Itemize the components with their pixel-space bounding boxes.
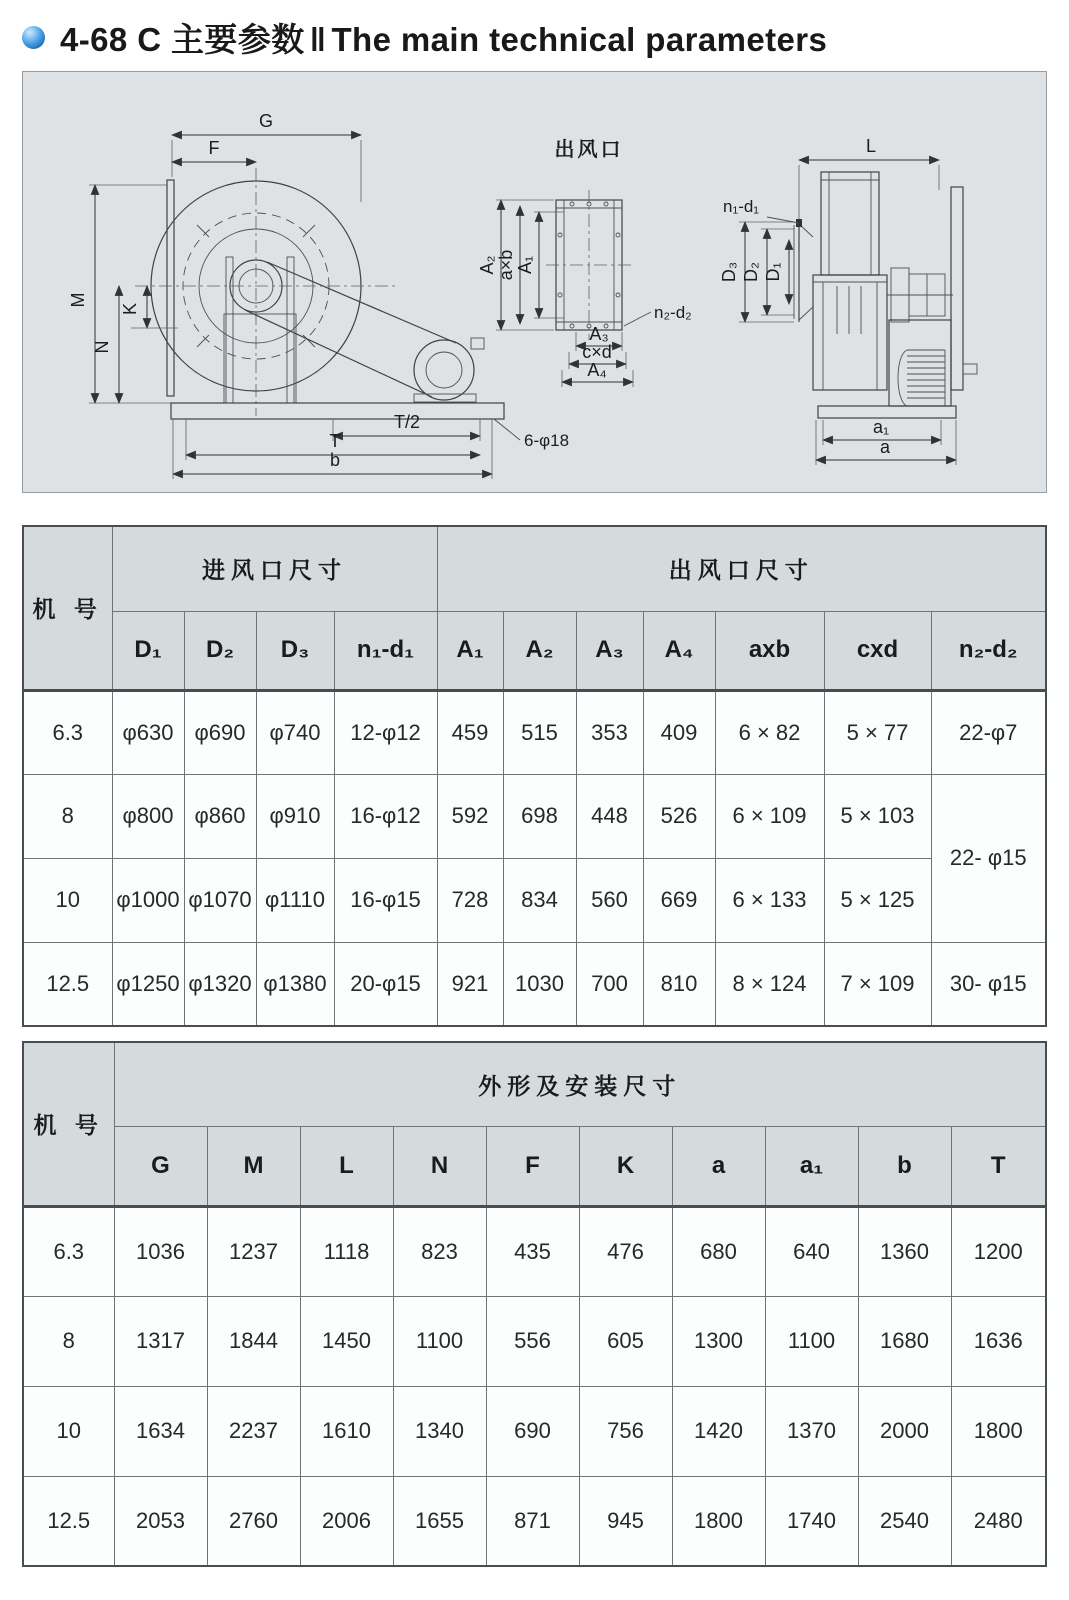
header-D3: D₃ [256, 611, 334, 690]
value-cell: 1300 [672, 1296, 765, 1386]
value-cell: 30- φ15 [931, 942, 1046, 1026]
value-cell: 6 × 133 [715, 858, 824, 942]
value-cell: 22- φ15 [931, 774, 1046, 942]
value-cell: φ860 [184, 774, 256, 858]
value-cell: 20-φ15 [334, 942, 437, 1026]
value-cell: 526 [643, 774, 715, 858]
dim-label-a: a [879, 437, 891, 457]
value-cell: 1800 [672, 1476, 765, 1566]
value-cell: 728 [437, 858, 503, 942]
header-A4: A₄ [643, 611, 715, 690]
dim-label-cxd: c×d [582, 342, 612, 362]
title-zh: 4-68 C 主要参数 [60, 20, 305, 58]
dim-label-D2: D₂ [741, 262, 761, 282]
dim-label-T2: T/2 [393, 412, 421, 432]
machine-no-cell: 6.3 [23, 690, 112, 774]
value-cell: 1655 [393, 1476, 486, 1566]
dim-label-n1d1: n₁-d₁ [723, 197, 760, 216]
header-A3: A₃ [576, 611, 643, 690]
dim-label-M: M [68, 292, 88, 308]
machine-no-cell: 10 [23, 858, 112, 942]
value-cell: 921 [437, 942, 503, 1026]
value-cell: 871 [486, 1476, 579, 1566]
dim-label-A1: A₁ [515, 255, 535, 275]
value-cell: 1800 [951, 1386, 1046, 1476]
bolt-callout-label: 6-φ18 [524, 431, 570, 450]
page-title [60, 14, 827, 61]
table-row [23, 1206, 1046, 1296]
value-cell: 6 × 82 [715, 690, 824, 774]
table1-body [23, 690, 1046, 1026]
header-A2: A₂ [503, 611, 576, 690]
value-cell: 476 [579, 1206, 672, 1296]
value-cell: 1634 [114, 1386, 207, 1476]
bullet-icon [22, 26, 45, 49]
dim-label-K: K [120, 302, 140, 316]
dim-label-b: b [329, 450, 341, 470]
value-cell: 2540 [858, 1476, 951, 1566]
value-cell: 2760 [207, 1476, 300, 1566]
header-T: T [951, 1126, 1046, 1206]
dim-label-A4: A₄ [587, 360, 607, 380]
machine-no-cell: 12.5 [23, 942, 112, 1026]
table-row [23, 858, 1046, 942]
value-cell: 8 × 124 [715, 942, 824, 1026]
value-cell: 12-φ12 [334, 690, 437, 774]
header-machine-no: 机 号 [23, 1042, 114, 1206]
outlet-caption: 出风口 [554, 139, 624, 161]
page-header [22, 12, 1047, 62]
header-F: F [486, 1126, 579, 1206]
table-row [23, 1296, 1046, 1386]
value-cell: 1360 [858, 1206, 951, 1296]
header-M: M [207, 1126, 300, 1206]
table-row [23, 1386, 1046, 1476]
outlet-view [477, 137, 692, 387]
value-cell: 560 [576, 858, 643, 942]
value-cell: 698 [503, 774, 576, 858]
table-row [23, 1476, 1046, 1566]
value-cell: 1118 [300, 1206, 393, 1296]
header-b: b [858, 1126, 951, 1206]
value-cell: 680 [672, 1206, 765, 1296]
dim-label-G: G [258, 111, 274, 131]
header-K: K [579, 1126, 672, 1206]
value-cell: φ630 [112, 690, 184, 774]
value-cell: 1237 [207, 1206, 300, 1296]
value-cell: φ1320 [184, 942, 256, 1026]
value-cell: 1317 [114, 1296, 207, 1386]
header-N: N [393, 1126, 486, 1206]
value-cell: φ1250 [112, 942, 184, 1026]
value-cell: 5 × 103 [824, 774, 931, 858]
value-cell: 1450 [300, 1296, 393, 1386]
value-cell: 1420 [672, 1386, 765, 1476]
value-cell: 810 [643, 942, 715, 1026]
value-cell: 669 [643, 858, 715, 942]
header-axb: axb [715, 611, 824, 690]
value-cell: 1680 [858, 1296, 951, 1386]
value-cell: 5 × 125 [824, 858, 931, 942]
value-cell: 353 [576, 690, 643, 774]
header-a: a [672, 1126, 765, 1206]
dim-label-D3: D₃ [719, 261, 739, 283]
machine-no-cell: 10 [23, 1386, 114, 1476]
value-cell: 556 [486, 1296, 579, 1386]
value-cell: 435 [486, 1206, 579, 1296]
value-cell: φ910 [256, 774, 334, 858]
value-cell: 756 [579, 1386, 672, 1476]
value-cell: 2237 [207, 1386, 300, 1476]
value-cell: 1610 [300, 1386, 393, 1476]
table-row [23, 942, 1046, 1026]
value-cell: φ690 [184, 690, 256, 774]
value-cell: φ1110 [256, 858, 334, 942]
value-cell: 515 [503, 690, 576, 774]
value-cell: 640 [765, 1206, 858, 1296]
dim-label-axb: a×b [496, 249, 516, 281]
header-D1: D₁ [112, 611, 184, 690]
value-cell: 2000 [858, 1386, 951, 1476]
header-cxd: cxd [824, 611, 931, 690]
fan-side-view [719, 136, 977, 465]
value-cell: 1100 [393, 1296, 486, 1386]
value-cell: 1844 [207, 1296, 300, 1386]
header-machine-no: 机 号 [23, 526, 112, 690]
header-G: G [114, 1126, 207, 1206]
value-cell: 834 [503, 858, 576, 942]
title-en: The main technical parameters [331, 20, 828, 58]
header-group-inlet: 进风口尺寸 [112, 526, 437, 611]
value-cell: φ1380 [256, 942, 334, 1026]
dim-label-n2d2: n₂-d₂ [654, 303, 692, 322]
header-D2: D₂ [184, 611, 256, 690]
value-cell: 605 [579, 1296, 672, 1386]
value-cell: 1100 [765, 1296, 858, 1386]
value-cell: 459 [437, 690, 503, 774]
value-cell: 22-φ7 [931, 690, 1046, 774]
table-row [23, 690, 1046, 774]
value-cell: 6 × 109 [715, 774, 824, 858]
header-group-overall: 外形及安装尺寸 [114, 1042, 1046, 1126]
value-cell: 1200 [951, 1206, 1046, 1296]
machine-no-cell: 6.3 [23, 1206, 114, 1296]
dim-label-A2: A₂ [477, 255, 497, 275]
value-cell: 1636 [951, 1296, 1046, 1386]
header-group-outlet: 出风口尺寸 [437, 526, 1046, 611]
machine-no-cell: 12.5 [23, 1476, 114, 1566]
table2-body [23, 1206, 1046, 1566]
value-cell: φ1070 [184, 858, 256, 942]
value-cell: 5 × 77 [824, 690, 931, 774]
dim-label-F: F [208, 138, 220, 158]
fan-front-view [68, 111, 569, 479]
table-overall-mounting-dimensions [22, 1041, 1047, 1567]
value-cell: 1030 [503, 942, 576, 1026]
fan-dimension-drawing [23, 72, 1046, 492]
value-cell: 16-φ12 [334, 774, 437, 858]
dim-label-a1: a₁ [872, 417, 890, 437]
value-cell: 1036 [114, 1206, 207, 1296]
table-inlet-outlet-dimensions [22, 525, 1047, 1027]
value-cell: 945 [579, 1476, 672, 1566]
header-a1: a₁ [765, 1126, 858, 1206]
dim-label-T: T [329, 431, 341, 451]
value-cell: 2053 [114, 1476, 207, 1566]
dim-label-D1: D₁ [763, 262, 783, 282]
machine-no-cell: 8 [23, 774, 112, 858]
value-cell: φ1000 [112, 858, 184, 942]
dim-label-L: L [865, 136, 877, 156]
value-cell: 700 [576, 942, 643, 1026]
value-cell: 2480 [951, 1476, 1046, 1566]
value-cell: 823 [393, 1206, 486, 1296]
value-cell: 1370 [765, 1386, 858, 1476]
value-cell: 690 [486, 1386, 579, 1476]
table-row [23, 774, 1046, 858]
dim-label-A3: A₃ [589, 324, 609, 344]
header-n1d1: n₁-d₁ [334, 611, 437, 690]
header-L: L [300, 1126, 393, 1206]
value-cell: 409 [643, 690, 715, 774]
header-n2d2: n₂-d₂ [931, 611, 1046, 690]
value-cell: 7 × 109 [824, 942, 931, 1026]
value-cell: 1340 [393, 1386, 486, 1476]
value-cell: 592 [437, 774, 503, 858]
value-cell: 2006 [300, 1476, 393, 1566]
value-cell: φ740 [256, 690, 334, 774]
value-cell: 1740 [765, 1476, 858, 1566]
machine-no-cell: 8 [23, 1296, 114, 1386]
title-separator: ‖ [309, 20, 327, 58]
diagram-panel [22, 71, 1047, 493]
dim-label-N: N [92, 340, 112, 354]
header-A1: A₁ [437, 611, 503, 690]
value-cell: 448 [576, 774, 643, 858]
value-cell: 16-φ15 [334, 858, 437, 942]
value-cell: φ800 [112, 774, 184, 858]
